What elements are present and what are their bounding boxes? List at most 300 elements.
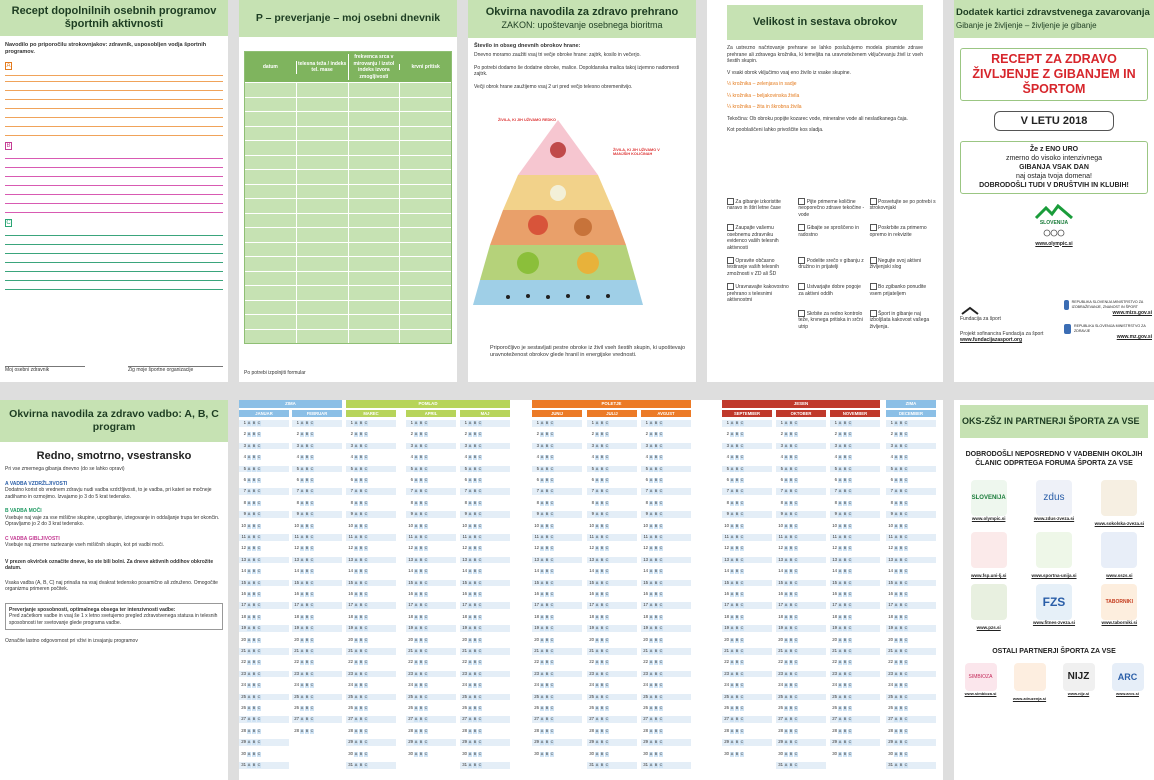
diary-cell[interactable] bbox=[296, 170, 348, 184]
program-checkbox[interactable]: C bbox=[605, 421, 609, 425]
program-checkbox[interactable]: A bbox=[414, 683, 418, 688]
calendar-day[interactable] bbox=[641, 602, 691, 609]
calendar-day[interactable] bbox=[641, 523, 691, 530]
program-checkbox[interactable]: B bbox=[600, 637, 604, 642]
program-checkbox[interactable]: C bbox=[904, 535, 908, 539]
program-checkbox[interactable]: A bbox=[838, 421, 842, 425]
calendar-day[interactable] bbox=[532, 728, 582, 735]
program-checkbox[interactable]: B bbox=[735, 592, 739, 596]
program-checkbox[interactable]: C bbox=[424, 683, 428, 688]
program-checkbox[interactable]: C bbox=[740, 500, 744, 505]
program-checkbox[interactable]: B bbox=[359, 512, 363, 517]
diary-cell[interactable] bbox=[296, 243, 348, 257]
calendar-day[interactable] bbox=[886, 591, 936, 598]
program-checkbox[interactable]: A bbox=[414, 443, 418, 448]
calendar-day[interactable] bbox=[532, 534, 582, 541]
calendar-day[interactable] bbox=[641, 580, 691, 587]
program-checkbox[interactable]: C bbox=[904, 694, 908, 699]
program-checkbox[interactable]: B bbox=[252, 728, 256, 733]
program-checkbox[interactable]: C bbox=[550, 637, 554, 642]
calendar-day[interactable] bbox=[886, 454, 936, 461]
program-checkbox[interactable]: A bbox=[468, 660, 472, 665]
program-checkbox[interactable]: A bbox=[649, 580, 653, 585]
program-checkbox[interactable]: C bbox=[740, 728, 744, 733]
program-checkbox[interactable]: C bbox=[740, 649, 744, 653]
program-checkbox[interactable]: C bbox=[904, 740, 908, 745]
program-checkbox[interactable]: C bbox=[794, 500, 798, 505]
program-checkbox[interactable]: C bbox=[364, 683, 368, 688]
program-checkbox[interactable]: C bbox=[659, 728, 663, 733]
calendar-day[interactable] bbox=[460, 500, 510, 507]
program-checkbox[interactable]: C bbox=[794, 478, 798, 482]
program-checkbox[interactable]: C bbox=[364, 728, 368, 733]
program-checkbox[interactable]: C bbox=[257, 535, 261, 539]
program-checkbox[interactable]: B bbox=[359, 489, 363, 494]
program-checkbox[interactable]: B bbox=[359, 592, 363, 596]
program-checkbox[interactable]: A bbox=[414, 728, 418, 733]
diary-cell[interactable] bbox=[348, 214, 400, 228]
program-checkbox[interactable]: A bbox=[540, 443, 544, 448]
program-checkbox[interactable]: B bbox=[359, 614, 363, 619]
program-checkbox[interactable]: A bbox=[838, 443, 842, 448]
partner-link[interactable]: www.pzs.si bbox=[976, 625, 1001, 630]
program-checkbox[interactable]: A bbox=[540, 694, 544, 699]
calendar-day[interactable] bbox=[239, 614, 289, 621]
program-checkbox[interactable]: B bbox=[654, 763, 658, 767]
program-checkbox[interactable]: A bbox=[414, 500, 418, 505]
program-checkbox[interactable]: A bbox=[300, 523, 304, 528]
diary-cell[interactable] bbox=[296, 112, 348, 126]
calendar-day[interactable] bbox=[346, 625, 396, 632]
program-checkbox[interactable]: B bbox=[600, 660, 604, 665]
calendar-day[interactable] bbox=[886, 614, 936, 621]
program-checkbox[interactable]: B bbox=[473, 535, 477, 539]
program-checkbox[interactable]: A bbox=[247, 432, 251, 437]
program-checkbox[interactable]: C bbox=[257, 660, 261, 665]
program-checkbox[interactable]: A bbox=[649, 649, 653, 653]
program-checkbox[interactable]: A bbox=[730, 740, 734, 745]
program-checkbox[interactable]: B bbox=[305, 580, 309, 585]
program-checkbox[interactable]: C bbox=[478, 671, 482, 676]
program-checkbox[interactable]: B bbox=[252, 489, 256, 494]
calendar-day[interactable] bbox=[776, 580, 826, 587]
partner-link[interactable]: www.sokolska-zveza.si bbox=[1094, 521, 1144, 526]
calendar-day[interactable] bbox=[406, 728, 456, 735]
program-checkbox[interactable]: A bbox=[300, 580, 304, 585]
program-checkbox[interactable]: B bbox=[843, 421, 847, 425]
program-checkbox[interactable]: C bbox=[740, 557, 744, 562]
calendar-day[interactable] bbox=[346, 477, 396, 484]
calendar-day[interactable] bbox=[460, 511, 510, 518]
program-checkbox[interactable]: B bbox=[654, 421, 658, 425]
program-checkbox[interactable]: C bbox=[550, 740, 554, 745]
calendar-day[interactable] bbox=[776, 420, 826, 427]
program-checkbox[interactable]: A bbox=[595, 751, 599, 756]
program-checkbox[interactable]: B bbox=[789, 740, 793, 745]
program-checkbox[interactable]: B bbox=[305, 478, 309, 482]
program-checkbox[interactable]: A bbox=[247, 512, 251, 517]
program-checkbox[interactable]: A bbox=[414, 432, 418, 437]
program-checkbox[interactable]: C bbox=[848, 683, 852, 688]
diary-cell[interactable] bbox=[245, 330, 296, 344]
program-checkbox[interactable]: A bbox=[414, 592, 418, 596]
program-checkbox[interactable]: B bbox=[843, 637, 847, 642]
calendar-day[interactable] bbox=[776, 682, 826, 689]
program-checkbox[interactable]: B bbox=[305, 455, 309, 460]
program-checkbox[interactable]: B bbox=[789, 694, 793, 699]
calendar-day[interactable] bbox=[830, 500, 880, 507]
calendar-day[interactable] bbox=[292, 454, 342, 461]
calendar-day[interactable] bbox=[239, 625, 289, 632]
diary-cell[interactable] bbox=[348, 185, 400, 199]
program-checkbox[interactable]: C bbox=[794, 706, 798, 710]
program-checkbox[interactable]: B bbox=[419, 535, 423, 539]
program-checkbox[interactable]: A bbox=[838, 603, 842, 608]
program-checkbox[interactable]: B bbox=[359, 580, 363, 585]
program-checkbox[interactable]: C bbox=[659, 740, 663, 745]
program-checkbox[interactable]: B bbox=[419, 683, 423, 688]
program-checkbox[interactable]: B bbox=[252, 580, 256, 585]
program-checkbox[interactable]: A bbox=[649, 614, 653, 619]
program-checkbox[interactable]: B bbox=[252, 649, 256, 653]
program-checkbox[interactable]: B bbox=[419, 717, 423, 722]
program-checkbox[interactable]: C bbox=[364, 614, 368, 619]
program-checkbox[interactable]: A bbox=[354, 649, 358, 653]
diary-cell[interactable] bbox=[296, 315, 348, 329]
program-checkbox[interactable]: A bbox=[247, 649, 251, 653]
program-checkbox[interactable]: B bbox=[473, 455, 477, 460]
program-checkbox[interactable]: B bbox=[899, 626, 903, 631]
program-checkbox[interactable]: A bbox=[730, 512, 734, 517]
calendar-day[interactable] bbox=[722, 580, 772, 587]
program-checkbox[interactable]: C bbox=[904, 580, 908, 585]
diary-cell[interactable] bbox=[399, 83, 451, 97]
program-checkbox[interactable]: B bbox=[899, 683, 903, 688]
calendar-day[interactable] bbox=[292, 534, 342, 541]
program-checkbox[interactable]: A bbox=[540, 421, 544, 425]
program-checkbox[interactable]: A bbox=[540, 489, 544, 494]
diary-cell[interactable] bbox=[245, 286, 296, 300]
calendar-day[interactable] bbox=[776, 454, 826, 461]
calendar-day[interactable] bbox=[239, 523, 289, 530]
program-checkbox[interactable]: B bbox=[600, 432, 604, 437]
calendar-day[interactable] bbox=[776, 659, 826, 666]
program-checkbox[interactable]: A bbox=[894, 557, 898, 562]
program-checkbox[interactable]: B bbox=[654, 466, 658, 471]
program-checkbox[interactable]: C bbox=[794, 489, 798, 494]
program-checkbox[interactable]: A bbox=[468, 751, 472, 756]
calendar-day[interactable] bbox=[346, 454, 396, 461]
program-checkbox[interactable]: B bbox=[305, 649, 309, 653]
program-checkbox[interactable]: C bbox=[478, 592, 482, 596]
program-checkbox[interactable]: C bbox=[310, 603, 314, 608]
program-checkbox[interactable]: C bbox=[550, 546, 554, 551]
program-checkbox[interactable]: C bbox=[605, 489, 609, 494]
program-checkbox[interactable]: B bbox=[252, 421, 256, 425]
diary-cell[interactable] bbox=[348, 301, 400, 315]
calendar-day[interactable] bbox=[239, 488, 289, 495]
partner-link[interactable]: www.zdus-zveza.si bbox=[1033, 516, 1075, 521]
program-checkbox[interactable]: C bbox=[605, 717, 609, 722]
program-checkbox[interactable]: A bbox=[247, 626, 251, 631]
program-checkbox[interactable]: B bbox=[473, 740, 477, 745]
calendar-day[interactable] bbox=[239, 682, 289, 689]
program-checkbox[interactable]: C bbox=[904, 614, 908, 619]
diary-cell[interactable] bbox=[245, 301, 296, 315]
calendar-day[interactable] bbox=[239, 511, 289, 518]
program-checkbox[interactable]: A bbox=[414, 751, 418, 756]
program-checkbox[interactable]: A bbox=[300, 614, 304, 619]
calendar-day[interactable] bbox=[292, 511, 342, 518]
program-checkbox[interactable]: A bbox=[784, 763, 788, 767]
program-checkbox[interactable]: B bbox=[473, 580, 477, 585]
program-checkbox[interactable]: A bbox=[784, 421, 788, 425]
calendar-day[interactable] bbox=[239, 454, 289, 461]
program-checkbox[interactable]: A bbox=[730, 500, 734, 505]
program-checkbox[interactable]: B bbox=[600, 580, 604, 585]
program-checkbox[interactable]: B bbox=[252, 455, 256, 460]
diary-cell[interactable] bbox=[245, 98, 296, 112]
diary-row[interactable] bbox=[245, 82, 451, 97]
program-checkbox[interactable]: C bbox=[904, 637, 908, 642]
diary-cell[interactable] bbox=[399, 301, 451, 315]
calendar-day[interactable] bbox=[886, 705, 936, 712]
program-checkbox[interactable]: C bbox=[478, 660, 482, 665]
diary-cell[interactable] bbox=[348, 112, 400, 126]
program-checkbox[interactable]: B bbox=[419, 512, 423, 517]
program-checkbox[interactable]: A bbox=[354, 592, 358, 596]
calendar-day[interactable] bbox=[830, 454, 880, 461]
calendar-day[interactable] bbox=[532, 443, 582, 450]
calendar-day[interactable] bbox=[776, 625, 826, 632]
program-checkbox[interactable]: C bbox=[659, 557, 663, 562]
program-checkbox[interactable]: C bbox=[550, 728, 554, 733]
program-checkbox[interactable]: C bbox=[424, 592, 428, 596]
calendar-day[interactable] bbox=[776, 511, 826, 518]
program-checkbox[interactable]: B bbox=[305, 728, 309, 733]
program-checkbox[interactable]: A bbox=[649, 626, 653, 631]
diary-cell[interactable] bbox=[296, 330, 348, 344]
program-checkbox[interactable]: A bbox=[300, 546, 304, 551]
program-checkbox[interactable]: A bbox=[595, 614, 599, 619]
program-checkbox[interactable]: A bbox=[247, 637, 251, 642]
program-checkbox[interactable]: A bbox=[894, 569, 898, 574]
calendar-day[interactable] bbox=[292, 488, 342, 495]
program-checkbox[interactable]: B bbox=[305, 489, 309, 494]
program-checkbox[interactable]: C bbox=[364, 421, 368, 425]
program-checkbox[interactable]: A bbox=[354, 443, 358, 448]
program-checkbox[interactable]: A bbox=[838, 500, 842, 505]
program-checkbox[interactable]: C bbox=[605, 500, 609, 505]
calendar-day[interactable] bbox=[292, 671, 342, 678]
program-checkbox[interactable]: A bbox=[894, 660, 898, 665]
program-checkbox[interactable]: A bbox=[784, 603, 788, 608]
program-checkbox[interactable]: C bbox=[424, 706, 428, 710]
program-checkbox[interactable]: C bbox=[257, 637, 261, 642]
program-checkbox[interactable]: B bbox=[899, 706, 903, 710]
program-checkbox[interactable]: A bbox=[649, 728, 653, 733]
diary-cell[interactable] bbox=[348, 83, 400, 97]
program-checkbox[interactable]: B bbox=[359, 569, 363, 574]
program-checkbox[interactable]: B bbox=[654, 751, 658, 756]
calendar-day[interactable] bbox=[587, 602, 637, 609]
program-checkbox[interactable]: A bbox=[354, 489, 358, 494]
program-checkbox[interactable]: B bbox=[473, 671, 477, 676]
program-checkbox[interactable]: A bbox=[784, 717, 788, 722]
program-checkbox[interactable]: C bbox=[904, 421, 908, 425]
program-checkbox[interactable]: A bbox=[300, 603, 304, 608]
program-checkbox[interactable]: B bbox=[419, 500, 423, 505]
program-checkbox[interactable]: C bbox=[478, 478, 482, 482]
calendar-day[interactable] bbox=[292, 637, 342, 644]
program-checkbox[interactable]: A bbox=[414, 603, 418, 608]
program-checkbox[interactable]: C bbox=[550, 717, 554, 722]
program-checkbox[interactable]: B bbox=[789, 626, 793, 631]
calendar-day[interactable] bbox=[587, 762, 637, 769]
calendar-day[interactable] bbox=[460, 602, 510, 609]
diary-cell[interactable] bbox=[348, 330, 400, 344]
program-checkbox[interactable]: C bbox=[310, 489, 314, 494]
calendar-day[interactable] bbox=[346, 671, 396, 678]
program-checkbox[interactable]: B bbox=[789, 580, 793, 585]
program-checkbox[interactable]: A bbox=[247, 546, 251, 551]
program-checkbox[interactable]: B bbox=[359, 546, 363, 551]
program-checkbox[interactable]: A bbox=[649, 751, 653, 756]
program-checkbox[interactable]: A bbox=[894, 637, 898, 642]
program-checkbox[interactable]: B bbox=[473, 763, 477, 767]
program-checkbox[interactable]: B bbox=[789, 455, 793, 460]
program-checkbox[interactable]: A bbox=[784, 637, 788, 642]
program-checkbox[interactable]: A bbox=[300, 683, 304, 688]
calendar-day[interactable] bbox=[587, 580, 637, 587]
calendar-day[interactable] bbox=[641, 716, 691, 723]
calendar-day[interactable] bbox=[886, 443, 936, 450]
program-checkbox[interactable]: B bbox=[473, 717, 477, 722]
calendar-day[interactable] bbox=[776, 705, 826, 712]
program-checkbox[interactable]: C bbox=[659, 489, 663, 494]
program-checkbox[interactable]: C bbox=[478, 637, 482, 642]
program-checkbox[interactable]: A bbox=[784, 649, 788, 653]
program-checkbox[interactable]: C bbox=[310, 569, 314, 574]
calendar-day[interactable] bbox=[776, 671, 826, 678]
calendar-day[interactable] bbox=[460, 637, 510, 644]
calendar-day[interactable] bbox=[292, 568, 342, 575]
diary-cell[interactable] bbox=[245, 257, 296, 271]
program-checkbox[interactable]: A bbox=[730, 421, 734, 425]
program-checkbox[interactable]: C bbox=[364, 523, 368, 528]
program-checkbox[interactable]: B bbox=[600, 569, 604, 574]
program-checkbox[interactable]: B bbox=[600, 478, 604, 482]
program-checkbox[interactable]: B bbox=[473, 637, 477, 642]
program-checkbox[interactable]: A bbox=[595, 649, 599, 653]
program-checkbox[interactable]: B bbox=[735, 478, 739, 482]
calendar-day[interactable] bbox=[460, 648, 510, 655]
program-checkbox[interactable]: C bbox=[550, 569, 554, 574]
program-checkbox[interactable]: C bbox=[478, 535, 482, 539]
program-checkbox[interactable]: A bbox=[414, 466, 418, 471]
calendar-day[interactable] bbox=[722, 682, 772, 689]
calendar-day[interactable] bbox=[292, 614, 342, 621]
program-checkbox[interactable]: A bbox=[354, 512, 358, 517]
program-checkbox[interactable]: C bbox=[740, 535, 744, 539]
program-checkbox[interactable]: B bbox=[735, 626, 739, 631]
program-checkbox[interactable]: B bbox=[789, 421, 793, 425]
calendar-day[interactable] bbox=[776, 694, 826, 701]
calendar-day[interactable] bbox=[830, 705, 880, 712]
program-checkbox[interactable]: A bbox=[894, 523, 898, 528]
program-checkbox[interactable]: B bbox=[843, 569, 847, 574]
program-checkbox[interactable]: B bbox=[654, 603, 658, 608]
program-checkbox[interactable]: A bbox=[730, 523, 734, 528]
diary-cell[interactable] bbox=[348, 315, 400, 329]
program-checkbox[interactable]: B bbox=[473, 683, 477, 688]
calendar-day[interactable] bbox=[292, 682, 342, 689]
calendar-day[interactable] bbox=[239, 443, 289, 450]
program-checkbox[interactable]: C bbox=[605, 637, 609, 642]
program-checkbox[interactable]: C bbox=[848, 443, 852, 448]
calendar-day[interactable] bbox=[587, 637, 637, 644]
calendar-day[interactable] bbox=[886, 568, 936, 575]
calendar-day[interactable] bbox=[532, 602, 582, 609]
program-checkbox[interactable]: C bbox=[478, 649, 482, 653]
program-checkbox[interactable]: B bbox=[899, 603, 903, 608]
program-checkbox[interactable]: B bbox=[654, 671, 658, 676]
program-checkbox[interactable]: B bbox=[545, 683, 549, 688]
calendar-day[interactable] bbox=[641, 648, 691, 655]
program-checkbox[interactable]: C bbox=[424, 751, 428, 756]
calendar-day[interactable] bbox=[886, 557, 936, 564]
calendar-day[interactable] bbox=[406, 602, 456, 609]
calendar-day[interactable] bbox=[587, 488, 637, 495]
calendar-day[interactable] bbox=[346, 591, 396, 598]
calendar-day[interactable] bbox=[292, 694, 342, 701]
program-checkbox[interactable]: A bbox=[894, 455, 898, 460]
diary-cell[interactable] bbox=[348, 257, 400, 271]
calendar-day[interactable] bbox=[532, 739, 582, 746]
calendar-day[interactable] bbox=[722, 716, 772, 723]
calendar-day[interactable] bbox=[722, 534, 772, 541]
program-checkbox[interactable]: C bbox=[740, 432, 744, 437]
program-checkbox[interactable]: B bbox=[735, 728, 739, 733]
program-checkbox[interactable]: B bbox=[654, 523, 658, 528]
program-checkbox[interactable]: B bbox=[789, 717, 793, 722]
program-checkbox[interactable]: C bbox=[257, 694, 261, 699]
diary-cell[interactable] bbox=[245, 199, 296, 213]
calendar-day[interactable] bbox=[532, 557, 582, 564]
program-checkbox[interactable]: C bbox=[740, 421, 744, 425]
calendar-day[interactable] bbox=[776, 443, 826, 450]
program-checkbox[interactable]: B bbox=[843, 443, 847, 448]
program-checkbox[interactable]: A bbox=[838, 683, 842, 688]
program-checkbox[interactable]: A bbox=[354, 535, 358, 539]
program-checkbox[interactable]: B bbox=[843, 500, 847, 505]
program-checkbox[interactable]: C bbox=[659, 535, 663, 539]
diary-row[interactable] bbox=[245, 169, 451, 184]
calendar-day[interactable] bbox=[460, 728, 510, 735]
program-checkbox[interactable]: A bbox=[595, 489, 599, 494]
calendar-day[interactable] bbox=[641, 614, 691, 621]
program-checkbox[interactable]: C bbox=[659, 466, 663, 471]
program-checkbox[interactable]: C bbox=[904, 546, 908, 551]
program-checkbox[interactable]: C bbox=[257, 421, 261, 425]
program-checkbox[interactable]: A bbox=[838, 478, 842, 482]
program-checkbox[interactable]: A bbox=[649, 523, 653, 528]
program-checkbox[interactable]: A bbox=[468, 535, 472, 539]
program-checkbox[interactable]: A bbox=[354, 421, 358, 425]
diary-cell[interactable] bbox=[296, 301, 348, 315]
program-checkbox[interactable]: B bbox=[252, 432, 256, 437]
calendar-day[interactable] bbox=[886, 466, 936, 473]
